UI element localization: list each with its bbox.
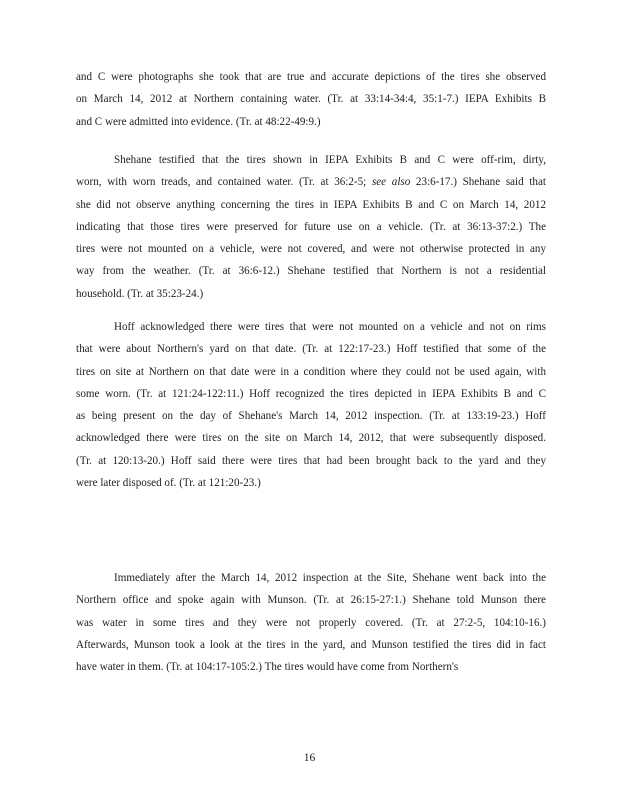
text-line: she did not observe anything concerning the tires in IEPA Exhibits B and C on March 14, 2012 [76,198,546,211]
text-line: Hoff acknowledged there were tires that were not mounted on a vehicle and not on rims [114,321,546,333]
text-line: have water in them. (Tr. at 104:17-105:2.) The tires would have come from Northern's [76,661,459,674]
text-line: on March 14, 2012 at Northern containing water. (Tr. at 33:14-34:4, 35:1-7.) IEPA Exhibits B [76,93,546,106]
page-number: 16 [303,752,316,764]
text-line: tires were not mounted on a vehicle, were not covered, and were not otherwise protected in any [76,243,546,256]
text-line: Shehane testified that the tires shown in IEPA Exhibits B and C were off-rim, dirty, [114,154,546,166]
text-line: some worn. (Tr. at 121:24-122:11.) Hoff recognized the tires depicted in IEPA Exhibits B and C [76,387,546,400]
paragraph-shehane-testimony [76,149,546,305]
text-line: as being present on the day of Shehane's March 14, 2012 inspection. (Tr. at 133:19-23.) Hoff [76,410,546,423]
text-line: Immediately after the March 14, 2012 inspection at the Site, Shehane went back into the [114,572,546,584]
text-line: Northern office and spoke again with Munson. (Tr. at 26:15-27:1.) Shehane told Munson there [76,594,546,607]
text-line: acknowledged there were tires on the site on March 14, 2012, that were subsequently disposed. [76,432,546,445]
paragraph-post-inspection [76,567,546,678]
text-line: worn, with worn treads, and contained water. (Tr. at 36:2-5; see also 23:6-17.) Shehane said that [76,176,546,189]
text-line: were later disposed of. (Tr. at 121:20-23.) [76,477,261,490]
paragraph-exhibits-admitted [76,66,546,133]
text-line: way from the weather. (Tr. at 36:6-12.) Shehane testified that Northern is not a residential [76,265,546,278]
text-line: Afterwards, Munson took a look at the tires in the yard, and Munson testified the tires did in fact [76,638,546,651]
text-line: indicating that those tires were preserved for future use on a vehicle. (Tr. at 36:13-37:2.) The [76,220,546,233]
text-line: and C were photographs she took that are true and accurate depictions of the tires she observed [76,71,546,83]
text-line: that were about Northern's yard on that date. (Tr. at 122:17-23.) Hoff testified that some of the [76,343,546,356]
text-line: was water in some tires and they were not properly covered. (Tr. at 27:2-5, 104:10-16.) [76,616,546,629]
text-line: household. (Tr. at 35:23-24.) [76,287,204,300]
text-line: (Tr. at 120:13-20.) Hoff said there were tires that had been brought back to the yard and they [76,454,546,467]
text-line: tires on site at Northern on that date were in a condition where they could not be used again, with [76,365,546,378]
citation-signal: see also [371,176,411,189]
paragraph-hoff-testimony [76,316,546,494]
text-line: and C were admitted into evidence. (Tr. at 48:22-49:9.) [76,115,321,128]
